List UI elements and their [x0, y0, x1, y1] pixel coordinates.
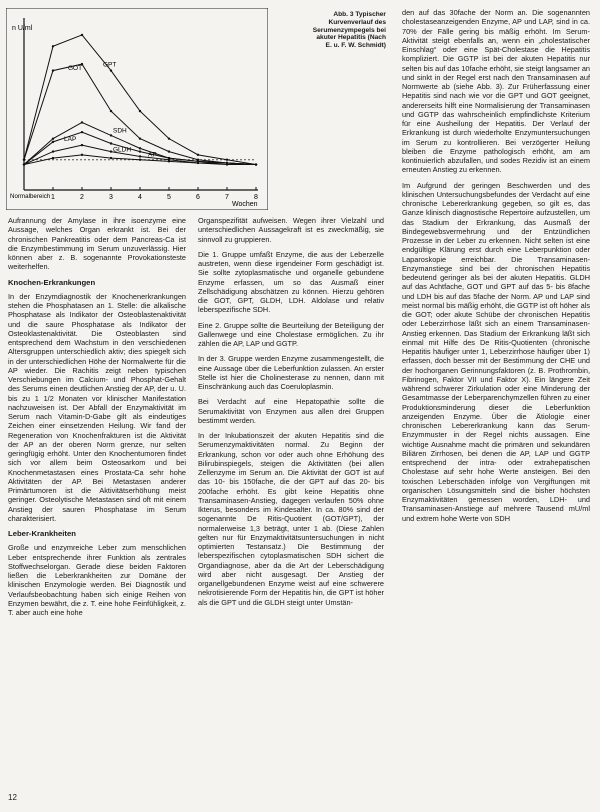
x-tick-label: 1 — [51, 194, 55, 201]
y-axis-label: n U/ml — [12, 25, 33, 32]
data-point — [52, 69, 54, 71]
x-tick-label: 5 — [167, 194, 171, 201]
paragraph: Eine 2. Gruppe sollte die Beurteilung der Beteiligung der Gallenwege und eine Cholestase ermöglichen. Zu ihr zählen die AP, LAP und GGTP. — [198, 320, 384, 348]
data-point — [81, 121, 83, 123]
x-tick-label: 4 — [138, 194, 142, 201]
page-number: 12 — [8, 793, 17, 802]
data-point — [168, 150, 170, 152]
column-right — [402, 8, 590, 794]
data-point — [81, 131, 83, 133]
series-label: LAP — [64, 136, 77, 144]
paragraph: Aufrannung der Amylase in ihre isoenzyme eine Aussage, welches Organ erkrankt ist. Bei der chronischen Pankreatitis oder dem Pancreas-Ca ist die Enzymbestimmung im Serum unzuverlässig. Hier können aber z. B. sogenannte Provokationsteste weiterhelfen. — [8, 216, 186, 272]
paragraph: Die 1. Gruppe umfaßt Enzyme, die aus der Leberzelle austreten, wenn diese irgendeiner Form geschädigt ist. Sie sollte zytoplasmatische und organelle gebundene Enzyme erfassen, um so das Ausmaß einer Zellschädigung abschätzen zu können. Hierzu gehören die GOT, GPT, GLDH, LDH. Aldolase und relativ leberspezifische SDH. — [198, 249, 384, 315]
data-point — [23, 159, 25, 161]
normal-range-label: Normalbereich — [10, 193, 51, 200]
x-tick-label: 3 — [109, 194, 113, 201]
data-point — [52, 137, 54, 139]
data-point — [52, 141, 54, 143]
series-label: GLDH — [113, 146, 132, 154]
data-point — [110, 150, 112, 152]
section-heading: Leber-Krankheiten — [8, 529, 76, 538]
figure-caption: Abb. 3 Typischer Kurvenverlauf des Serumenzympegels bei akuter Hepatitis (Nach E. u. F. W. Schmidt) — [312, 11, 386, 50]
paragraph: Bei Verdacht auf eine Hepatopathie sollte die Serumaktivität von Enzymen aus allen drei Gruppen bestimmt werden. — [198, 397, 384, 425]
data-point — [255, 163, 257, 165]
data-point — [139, 137, 141, 139]
data-point — [52, 45, 54, 47]
data-point — [81, 144, 83, 146]
data-point — [168, 137, 170, 139]
data-point — [52, 150, 54, 152]
data-point — [110, 157, 112, 159]
paragraph: den auf das 30fache der Norm an. Die sogenannten cholestaseanzeigenden Enzyme, AP und LAP, sind in ca. 70% der Fälle gering bis mäßig erhöht. Im Serum-Aktivität steigt ebenfalls an, wenn ein „cholestatischer Einschlag“ oder eine Spät-Cholestase die Hepatitis kompliziert. Die GGTP ist bei der akuten Hepatitis nur selten bis auf das 10fache erhöht, sie steigt langsamer an und sinkt in der Regel erst nach den Transaminasen auf Normwerte ab (siehe Abb. 3). Zur Früherfassung einer Hepatitis sind nach wie vor die GPT und GOT geeignet, andererseits hilft eine Normalisierung der Transaminasen und GGTP das wahrscheinlich empfindlichste Kriterium für eine Ausheilung der Hepatitis. Der Verlauf der Erkrankung ist durch wiederholte Enzymuntersuchungen im Serum zu kontrollieren. Bei verzögerter Heilung bleiben die Enzyme pathologisch erhöht, am am kontinuierlich abzufallen, und sodes Rezidiv ist an einem erneuten Anstieg zu erkennen. — [402, 8, 590, 175]
data-point — [52, 157, 54, 159]
paragraph: Große und enzymreiche Leber zum menschlichen Leber entsprechende ihrer Funktion als zentrales Stoffwechselorgan. Gerade diese beiden Faktoren ließen die Leberkrankheiten zur Domäne der klinischen Enzymologie werden. Bei Diagnostik und Verlaufsbeobachtung haben sich einige Reihen von Enzymen bewährt, die z. T. eine hohe Feinfühligkeit, z. T. aber auch eine hohe — [8, 543, 186, 617]
data-point — [110, 110, 112, 112]
series-label: SDH — [113, 127, 127, 135]
paragraph: Im Aufgrund der geringen Beschwerden und des klinischen Untersuchungsbefundes der Verdacht auf eine chronische Lebererkrankung gegeben, so gilt es, das Ganze klinisch diagnostische Repertoire aufzustellen, um das Stadium der Erkrankung, das Ausmaß der Bindegewebsvermehrung und der Entzündlichen Prozesse in der Leber zu erkennen. Nicht selten ist eine endgültige Klärung erst durch eine Leberpunktion oder Laparoskopie erreichbar. Die Transaminasen-Enzymanstiege sind bei der chronischen Hepatitis bedeutend geringer als bei der akuten Hepatitis. GLDH auf das Achtfache, GOT und GPT auf das 5- bis 8fache und LDH bis auf das 5fache der Norm. AP und LAP sind meist normal bis mäßig erhöht, die GGTP ist oft höher als die GOT; oder akute Schübe der chronischen Hepatitis oder Leberzirrhose läßt sich an einem Transaminasen-Anstieg erkennen. Das Stadium der Erkrankung läßt sich einmal mit Hilfe des De Ritis-Quotienten (chronische Hepatitis häufiger unter 1, Leberzirrhose häufiger über 1) erfassen, doch besser mit der Bestimmung der CHE und der hochorganen Gerinnungsfaktoren (z. B. Prothrombin, Fibrinogen, Faktor VII und Faktor X). Ein längere Zeit während schwerer Zirkulation oder eine Minderung der Gesamtmasse der Leberparenchymzellen führen zu einer Produktionsminderung dieser die Leberfunktion anzeigenden Enzyme. Über die Ätiologie einer chronischen Lebererkrankung kann das Serum-Enzymmuster in der Regel nichts aussagen. Eine wichtige Ausnahme macht die primären und sekundären Biliären Zirrhosen, bei denen die AP, LAP und GGTP entsprechend der intra- oder extrahepatischen Cholestase auf sehr hohe Werte ansteigen. Bei den toxischen Leberschäden infolge von Vergiftungen mit organischen Lösungsmitteln sind die bisher höchsten Enzymaktivitäten gemessen worden, LDH- und Transaminasen-Anstiege auf mehrere Tausend mU/ml und extrem hohe Werte von SDH — [402, 180, 590, 523]
series-label: AP — [148, 151, 157, 159]
data-point — [139, 159, 141, 161]
paragraph: In der 3. Gruppe werden Enzyme zusammengestellt, die eine Aussage über die Leberfunktion zulassen. An erster Stelle ist hier die Cholinesterase zu nennen, dann mit Einschränkung auch das Coeruloplasmin. — [198, 354, 384, 391]
data-point — [226, 159, 228, 161]
data-point — [139, 110, 141, 112]
data-point — [197, 154, 199, 156]
x-tick-label: 8 — [254, 194, 258, 201]
data-point — [81, 34, 83, 36]
paragraph: Organspezifität aufweisen. Wegen ihrer Vielzahl und unterschiedlichen Aussagekraft ist es zweckmäßig, sie sinnvoll zu gruppieren. — [198, 216, 384, 244]
series-label: GOT — [68, 65, 83, 73]
column-left — [8, 216, 186, 794]
data-point — [81, 154, 83, 156]
x-tick-label: 6 — [196, 194, 200, 201]
column-middle — [198, 216, 384, 794]
data-point — [139, 155, 141, 157]
paragraph: In der Inkubationszeit der akuten Hepatitis sind die Serumenzymaktivitäten normal. Zu Beginn der Erkrankung, schon vor oder auch ohne Erhöhung des Bilirubinspiegels, steigen die Aktivitäten (bei allen Zellenzyme im Serum an. Die Aktivität der GOT ist auf das 10- bis 150fache, die der GPT auf das 20- bis 200fache erhöht. Es gibt keine Hepatitis ohne Transaminasen-Anstieg, dagegen verlaufen 50% ohne Ikterus, besonders im Kindesalter. In ca. 80% sind der sogenannte De Ritis-Quotient (GOT/GPT), der normalerweise 1,3 beträgt, unter 1 ab. (Diese Zahlen gelten nur für Enzymaktivitätsuntersuchungen in nicht optimierten Testansatz.) Die Bestimmung der leberspezifischen cytoplasmatischen SDH sichert die Organdiagnose, aber da die Art der Leberschädigung wird aber nicht ausgesagt. Der Anstieg der organellgebundenen Enzyme weist auf eine schwerere nekrotisierende Form der Hepatitis hin, die GPT ist höher als die GPT und die GLDH steigt unter Umstän- — [198, 431, 384, 607]
data-point — [139, 147, 141, 149]
data-point — [197, 162, 199, 164]
series-line-gpt — [24, 35, 256, 165]
data-point — [110, 134, 112, 136]
data-point — [168, 160, 170, 162]
data-point — [110, 142, 112, 144]
figure-enzyme-curves — [6, 8, 268, 210]
x-tick-label: 2 — [80, 194, 84, 201]
data-point — [139, 150, 141, 152]
data-point — [110, 69, 112, 71]
data-point — [23, 163, 25, 165]
data-point — [226, 163, 228, 165]
paragraph: In der Enzymdiagnostik der Knochenerkrankungen stehen die Phosphatasen an 1. Stelle: die alkalische Phosphatase als Indikator der Osteoblastenaktivität und die saure Phosphatase als Indikator der Osteoklastenaktivität. Die Osteoblasten sind entsprechend dem Wachstum in den verschiedenen Altersgruppen unterschiedlich aktiv; dies spiegelt sich in der unterschiedlichen Höhe der Normalwerte für die AP wieder. Die Rachitis zeigt neben typischen Verschiebungen im Calcium- und Phosphat-Gehalt des Serums einen deutlichen Anstieg der AP, der u. U. bis zu 1 1/2 Monaten vor klinischer Manifestation nachzuweisen ist. Der Abfall der Enzymaktivität im Serum nach Vitamin-D-Gabe gilt als eindeutiges Zeichen einer einsetzenden Heilung. Wir fand der Regeneration von Knochenfrakturen ist die Aktivität der AP an der oberen Norm grenze, nur selten geringfügig erhöht. Unter den Knochentumoren findet sich vor allem beim Osteosarkom und bei Knochenmetastasen eines Prostata-Ca sehr hohe Aktivitäten der AP. Bei Metastasen anderer Primärtumoren ist die Aktivitätserhöhung meist geringer. Osteolytische Metastasen sind oft mit einem Anstieg der sauren Phosphatase im Serum charakterisiert. — [8, 291, 186, 523]
series-label: GPT — [103, 61, 117, 69]
line-chart — [6, 8, 268, 210]
x-tick-label: 7 — [225, 194, 229, 201]
section-heading: Knochen-Erkrankungen — [8, 277, 96, 287]
x-axis-label: Wochen — [232, 201, 258, 208]
